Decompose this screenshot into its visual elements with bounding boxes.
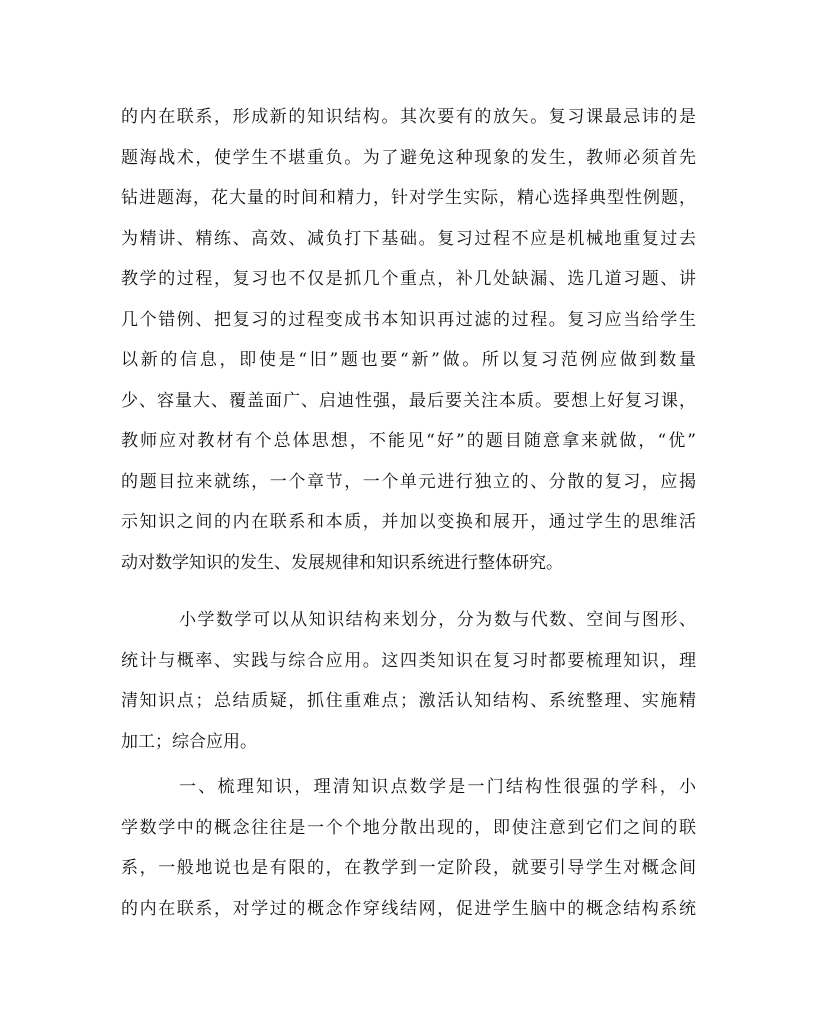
text-line: 教学的过程，复习也不仅是抓几个重点，补几处缺漏、选几道习题、讲 [121, 269, 696, 289]
text-line: 为精讲、精练、高效、减负打下基础。复习过程不应是机械地重复过去 [121, 228, 696, 249]
text-line: 钻进题海，花大量的时间和精力，针对学生实际，精心选择典型性例题， [121, 188, 696, 208]
text-line: 少、容量大、覆盖面广、启迪性强，最后要关注本质。要想上好复习课， [121, 390, 696, 411]
text-line: 题海战术，使学生不堪重负。为了避免这种现象的发生，教师必须首先 [121, 147, 696, 168]
text-line: 统计与概率、实践与综合应用。这四类知识在复习时都要梳理知识，理 [121, 650, 696, 671]
text-line: 以新的信息，即使是“旧”题也要“新”做。所以复习范例应做到数量 [121, 350, 696, 370]
text-line: 示知识之间的内在联系和本质，并加以变换和展开，通过学生的思维活 [121, 512, 696, 532]
text-line: 系，一般地说也是有限的，在教学到一定阶段，就要引导学生对概念间 [121, 858, 696, 878]
text-line: 的题目拉来就练，一个章节，一个单元进行独立的、分散的复习，应揭 [121, 471, 696, 492]
paragraph-2 [121, 600, 696, 762]
paragraph-1 [121, 97, 696, 583]
text-line: 小学数学可以从知识结构来划分，分为数与代数、空间与图形、 [179, 610, 696, 630]
text-line: 一、梳理知识，理清知识点数学是一门结构性很强的学科，小 [179, 777, 696, 797]
text-line: 几个错例、把复习的过程变成书本知识再过滤的过程。复习应当给学生 [121, 309, 696, 330]
text-line: 加工；综合应用。 [121, 731, 257, 752]
text-line: 的内在联系，形成新的知识结构。其次要有的放矢。复习课最忌讳的是 [121, 107, 696, 127]
text-line: 清知识点；总结质疑，抓住重难点；激活认知结构、系统整理、实施精 [121, 691, 696, 711]
text-line: 的内在联系，对学过的概念作穿线结网，促进学生脑中的概念结构系统 [121, 898, 696, 919]
text-line: 教师应对教材有个总体思想，不能见“好”的题目随意拿来就做，“优” [121, 431, 696, 451]
text-line: 学数学中的概念往往是一个个地分散出现的，即使注意到它们之间的联 [121, 817, 696, 838]
text-line: 动对数学知识的发生、发展规律和知识系统进行整体研究。 [121, 552, 563, 573]
paragraph-3 [121, 767, 696, 929]
